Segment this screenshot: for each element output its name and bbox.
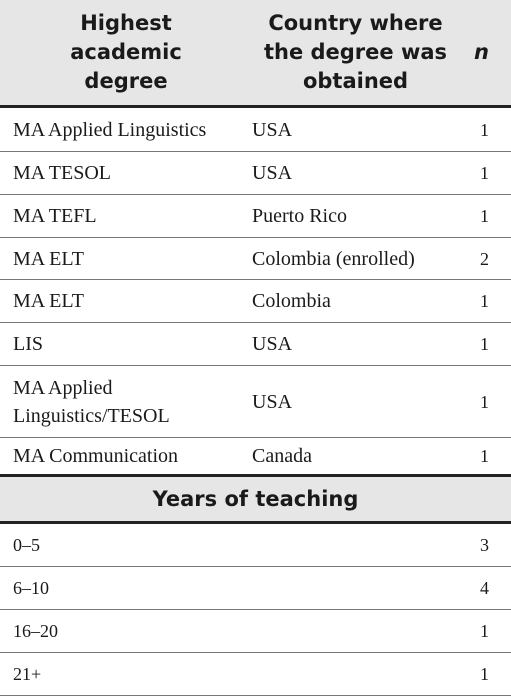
country-cell: Puerto Rico [252, 195, 459, 238]
country-cell: USA [252, 366, 459, 438]
table-row [0, 323, 511, 366]
country-cell: USA [252, 107, 459, 152]
n-cell: 1 [459, 323, 511, 366]
degree-cell: MA ELT [0, 238, 252, 280]
n-cell: 1 [459, 107, 511, 152]
country-cell: Colombia (enrolled) [252, 238, 459, 280]
years-cell: 0–5 [0, 523, 459, 567]
degree-cell [0, 366, 252, 438]
n-cell: 4 [459, 567, 511, 610]
table-row [0, 567, 511, 610]
header-n: n [459, 0, 511, 107]
years-cell: 21+ [0, 653, 459, 696]
degree-cell: LIS [0, 323, 252, 366]
table-row [0, 238, 511, 280]
n-cell: 1 [459, 152, 511, 195]
country-cell: USA [252, 152, 459, 195]
header-degree [0, 0, 252, 107]
degree-cell: MA TEFL [0, 195, 252, 238]
header-country-label: Country where the degree was obtained [263, 11, 448, 93]
country-cell: USA [252, 323, 459, 366]
section-header-row [0, 476, 511, 523]
n-cell: 1 [459, 366, 511, 438]
country-cell: Canada [252, 445, 312, 467]
header-country [252, 0, 459, 107]
header-degree-label: Highest academic degree [70, 11, 182, 93]
table-row [0, 438, 511, 476]
table-row [0, 195, 511, 238]
n-cell: 1 [459, 653, 511, 696]
n-cell: 1 [459, 280, 511, 323]
degree-cell: MA Applied Linguistics [0, 107, 252, 152]
table-row [0, 280, 511, 323]
degree-cell: MA ELT [0, 280, 252, 323]
n-cell: 2 [459, 238, 511, 280]
n-cell: 1 [480, 446, 489, 466]
table-row [0, 152, 511, 195]
n-cell: 1 [459, 610, 511, 653]
years-cell: 16–20 [0, 610, 459, 653]
n-cell: 3 [459, 523, 511, 567]
table-row [0, 366, 511, 438]
degree-cell-text: MA Applied Linguistics/TESOL [13, 376, 170, 427]
table-row [0, 107, 511, 152]
table-header-row [0, 0, 511, 107]
n-cell: 1 [459, 195, 511, 238]
table-row [0, 653, 511, 696]
years-cell: 6–10 [0, 567, 459, 610]
section-title: Years of teaching [0, 476, 511, 523]
country-cell: Colombia [252, 280, 459, 323]
degree-cell: MA TESOL [0, 152, 252, 195]
table-row [0, 523, 511, 567]
table-row [0, 610, 511, 653]
degree-cell: MA Communication [13, 445, 178, 467]
